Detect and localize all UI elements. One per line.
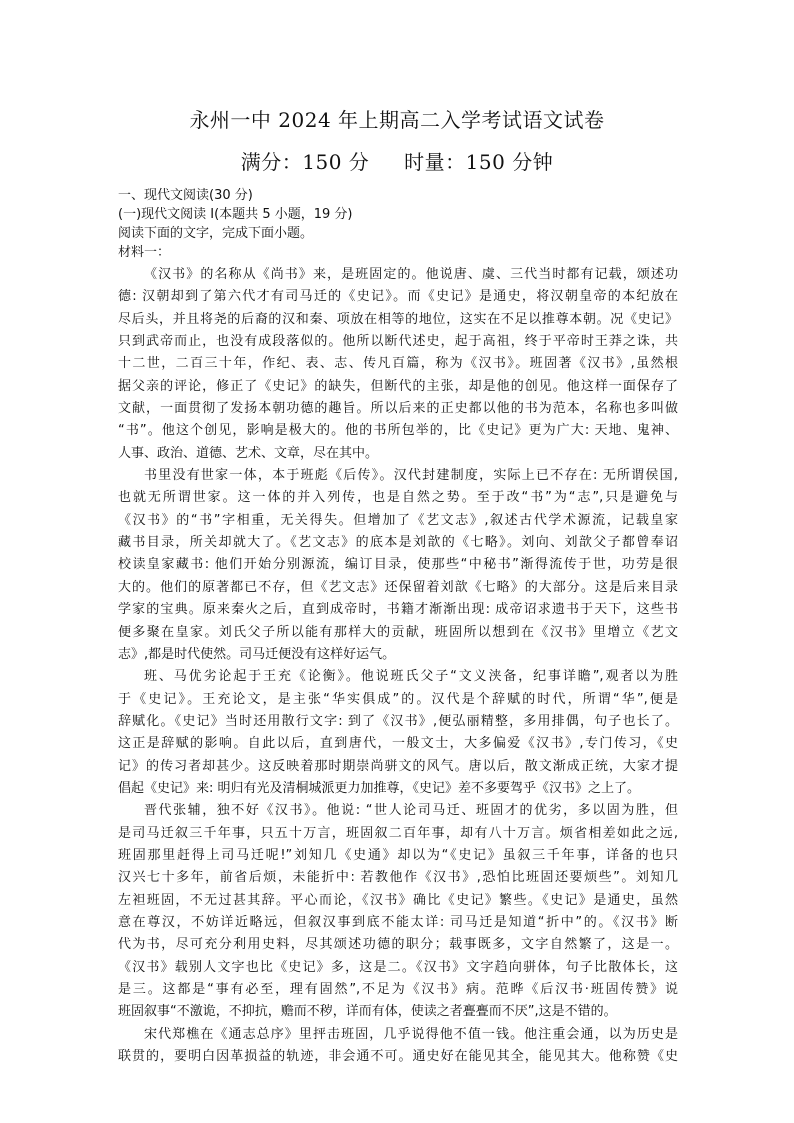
passage-line: 大的。他们的原著都已不存，但《艺文志》还保留着刘歆《七略》的大部分。这是后来目录: [118, 579, 678, 595]
passage-line: 晋代张辅，独不好《汉书》。他说: “世人论司马迁、班固才的优劣，多以固为胜，但: [144, 803, 678, 819]
passage-line: 班、马优劣论起于王充《论衡》。他说班氏父子“文义浃备，纪事详瞻”,观者以为胜: [144, 669, 678, 685]
passage-line: 也就无所谓世家。这一体的并入列传，也是自然之势。至于改“书”为“志”,只是避免与: [118, 490, 678, 506]
passage-line: 便多聚在皇家。刘氏父子所以能有那样大的贡献，班固所以想到在《汉书》里增立《艺文: [118, 624, 678, 640]
passage-line: 记》的传习者却甚少。这反映着那时期崇尚骈文的风气。唐以后，散文渐成正统，大家才提: [118, 758, 678, 774]
passage-line: 德: 汉朝却到了第六代才有司马迁的《史记》。而《史记》是通史，将汉朝皇帝的本纪放在: [118, 289, 678, 305]
exam-title: 永州一中 2024 年上期高二入学考试语文试卷: [189, 108, 605, 132]
passage-line: 汉兴七十多年，前省后烦，未能折中: 若教他作《汉书》,恐怕比班固还要烦些”。刘知几: [118, 870, 678, 886]
full-score-label: 满分：150 分: [240, 150, 370, 174]
material-label: 材料一：: [118, 245, 171, 260]
reading-instruction: 阅读下面的文字，完成下面小题。: [118, 226, 314, 241]
passage-text: [118, 264, 678, 1068]
passage-line: 尽后头，并且将尧的后裔的汉和秦、项放在相等的地位，这实在不足以推尊本朝。况《史记》: [118, 311, 678, 327]
passage-line: 左袒班固，不无过甚其辞。平心而论，《汉书》确比《史记》繁些。《史记》是通史，虽然: [118, 892, 678, 908]
section-subheading: (一)现代文阅读 I(本题共 5 小题，19 分): [118, 207, 353, 222]
passage-line: 文献，一面贯彻了发扬本朝功德的趣旨。所以后来的正史都以他的书为范本，名称也多叫做: [118, 401, 678, 417]
passage-line: 代为书，尽可充分利用史料，尽其颂述功德的职分；载事既多，文字自然繁了，这是一。: [118, 937, 678, 953]
passage-line: 书里没有世家一体，本于班彪《后传》。汉代封建制度，实际上已不存在: 无所谓侯国,: [144, 468, 678, 484]
passage-line: 是司马迁叙三千年事，只五十万言，班固叙二百年事，却有八十万言。烦省相差如此之远,: [118, 825, 678, 841]
passage-line: 《汉书》载别人文字也比《史记》多，这是二。《汉书》文字趋向骈体，句子比散体长，这: [118, 959, 678, 975]
passage-line: 学家的宝典。原来秦火之后，直到成帝时，书籍才渐渐出现: 成帝诏求遗书于天下，这些书: [118, 602, 678, 618]
passage-line: 十二世，二百三十年，作纪、表、志、传凡百篇，称为《汉书》。班固著《汉书》,虽然根: [118, 356, 678, 372]
passage-line: 只到武帝而止，也没有成段落似的。他所以断代述史，起于高祖，终于平帝时王莽之诛，共: [118, 334, 678, 350]
passage-line: 人事、政治、道德、艺术、文章，尽在其中。: [118, 445, 379, 461]
passage-line: 班固叙事“不激诡，不抑抗，赡而不秽，详而有体，使读之者亹亹而不厌”,这是不错的。: [118, 1004, 617, 1020]
passage-line: 据父亲的评论，修正了《史记》的缺失，但断代的主张，却是他的创见。他这样一面保存了: [118, 378, 678, 394]
exam-info: [0, 146, 794, 175]
passage-line: 宋代郑樵在《通志总序》里抨击班固，几乎说得他不值一钱。他注重会通，以为历史是: [144, 1026, 678, 1042]
passage-line: 志》,都是时代使然。司马迁便没有这样好运气。: [118, 646, 396, 662]
passage-line: 《汉书》的“书”字相重，无关得失。但增加了《艺文志》,叙述古代学术源流，记载皇家: [118, 512, 678, 528]
passage-line: 藏书目录，所关却就大了。《艺文志》的底本是刘歆的《七略》。刘向、刘歆父子都曾奉诏: [118, 535, 678, 551]
section-intro: [118, 186, 678, 262]
passage-line: 联贯的，要明白因革损益的轨迹，非会通不可。通史好在能见其全，能见其大。他称赞《史: [118, 1049, 678, 1065]
passage-line: “书”。他这个创见，影响是极大的。他的书所包举的，比《史记》更为广大: 天地、鬼神、: [118, 423, 678, 439]
passage-line: 校读皇家藏书: 他们开始分别源流，编订目录，使那些“中秘书”渐得流传于世，功劳是很: [118, 557, 678, 573]
passage-line: 意在尊汉，不妨详近略远，但叙汉事到底不能太详: 司马迁是知道“折中”的。《汉书》断: [118, 914, 678, 930]
time-limit-label: 时量：150 分钟: [404, 150, 554, 174]
passage-line: 班固那里赶得上司马迁呢!”刘知几《史通》却以为“《史记》虽叙三千年事，详备的也只: [118, 847, 678, 863]
passage-line: 这正是辞赋的影响。自此以后，直到唐代，一般文士，大多偏爱《汉书》,专门传习，《史: [118, 736, 678, 752]
passage-line: 倡起《史记》来: 明归有光及清桐城派更力加推尊，《史记》差不多要驾乎《汉书》之上了。: [118, 780, 641, 796]
passage-line: 是三。这都是“事有必至，理有固然”,不足为《汉书》病。范晔《后汉书·班固传赞》说: [118, 982, 678, 997]
passage-line: 《汉书》的名称从《尚书》来，是班固定的。他说唐、虞、三代当时都有记载，颂述功: [144, 267, 678, 282]
passage-line: 于《史记》。王充论文，是主张“华实俱成”的。汉代是个辞赋的时代，所谓“华”,便是: [118, 691, 678, 707]
passage-line: 辞赋化。《史记》当时还用散行文字: 到了《汉书》,便弘丽精整，多用排偶，句子也长了。: [118, 713, 678, 729]
section-heading: 一、现代文阅读(30 分): [118, 188, 253, 203]
